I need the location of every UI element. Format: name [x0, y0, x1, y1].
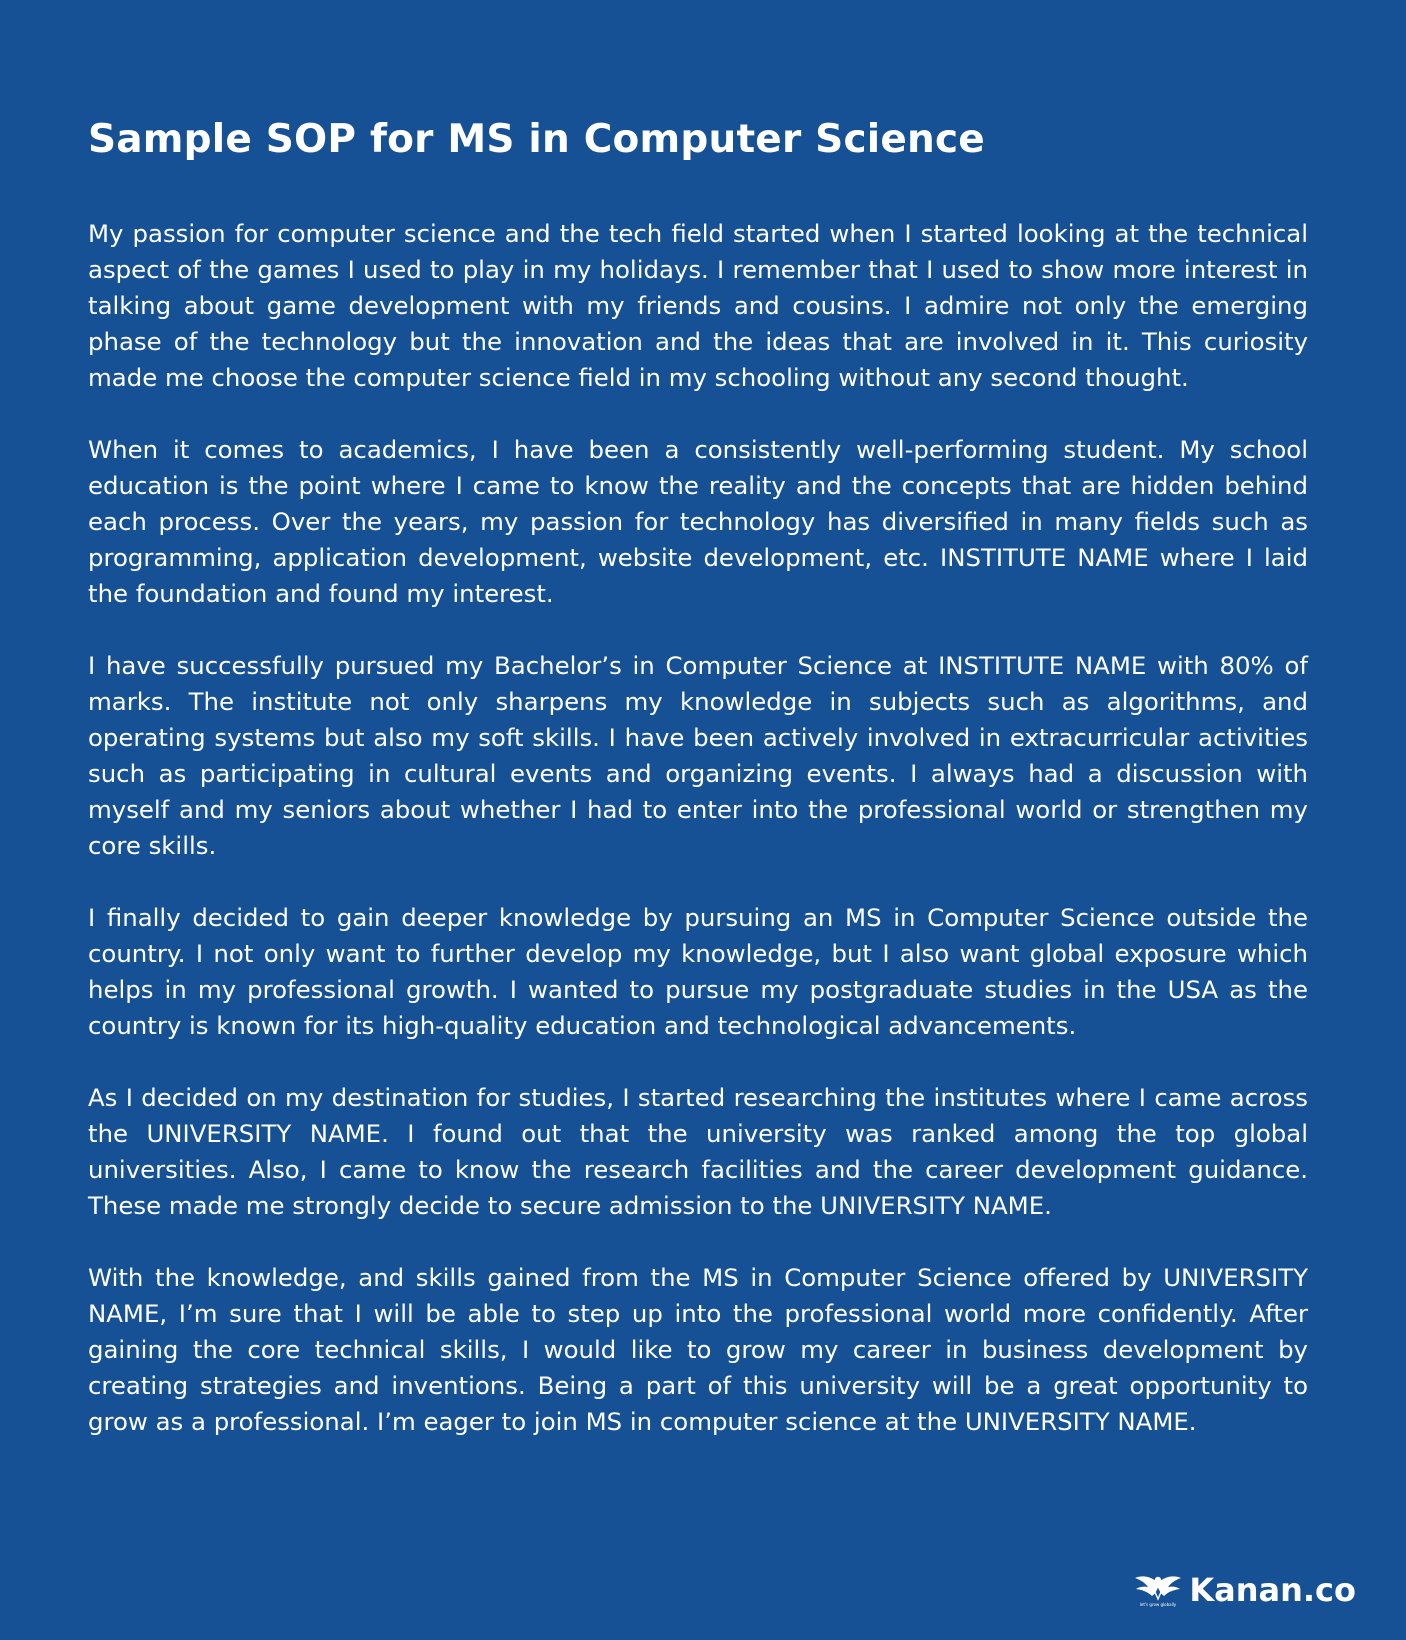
paragraph-6: With the knowledge, and skills gained from the MS in Computer Science offered by UNIVERSITY NAME, I’m sure that I will be able to step up into the professional world more confidently. After gaining the core technical skills, I would like to grow my career in business development by creating strategies and inventions. Being a part of this university will be a great opportunity to grow as a professional. I’m eager to join MS in computer science at the UNIVERSITY NAME. [88, 1263, 1308, 1436]
brand-name: Kanan.co [1189, 1571, 1356, 1609]
paragraph-4: I finally decided to gain deeper knowledge by pursuing an MS in Computer Science outside the country. I not only want to further develop my knowledge, but I also want global exposure which helps in my professional growth. I wanted to pursue my postgraduate studies in the USA as the country is known for its high-quality education and technological advancements. [88, 903, 1308, 1040]
paragraph-2: When it comes to academics, I have been a consistently well-performing student. My school education is the point where I came to know the reality and the concepts that are hidden behind each process. Over the years, my passion for technology has diversified in many fields such as programming, application development, website development, etc. INSTITUTE NAME where I laid the foundation and found my interest. [88, 435, 1308, 608]
paragraph-5: As I decided on my destination for studies, I started researching the institutes where I came across the UNIVERSITY NAME. I found out that the university was ranked among the top global universities. Also, I came to know the research facilities and the career development guidance. These made me strongly decide to secure admission to the UNIVERSITY NAME. [88, 1083, 1308, 1220]
paragraph-3: I have successfully pursued my Bachelor’s in Computer Science at INSTITUTE NAME with 80% of marks. The institute not only sharpens my knowledge in subjects such as algorithms, and operating systems but also my soft skills. I have been actively involved in extracurricular activities such as participating in cultural events and organizing events. I always had a discussion with myself and my seniors about whether I had to enter into the professional world or strengthen my core skills. [88, 651, 1308, 860]
paragraph-1: My passion for computer science and the tech field started when I started looking at the technical aspect of the games I used to play in my holidays. I remember that I used to show more interest in talking about game development with my friends and cousins. I admire not only the emerging phase of the technology but the innovation and the ideas that are involved in it. This curiosity made me choose the computer science field in my schooling without any second thought. [88, 219, 1308, 392]
document-page [88, 108, 1308, 1440]
brand-tagline: let's grow globally [1140, 1602, 1177, 1607]
winged-emblem-icon [1133, 1572, 1183, 1608]
document-title: Sample SOP for MS in Computer Science [88, 117, 985, 162]
brand-logo [1133, 1570, 1356, 1610]
